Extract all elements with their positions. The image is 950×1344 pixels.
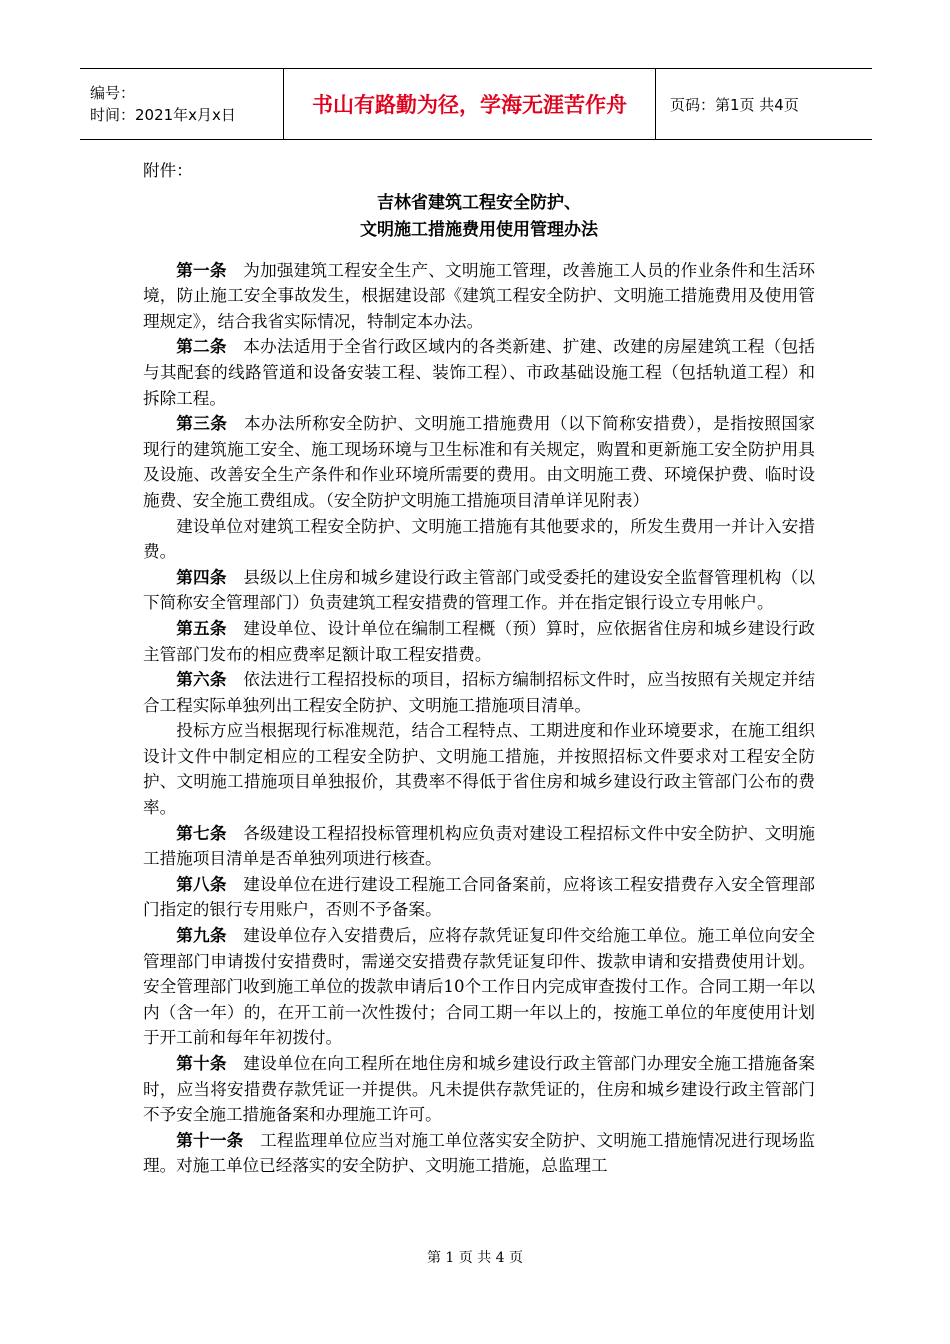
article-paragraph xyxy=(143,667,815,718)
article-text: 建设单位存入安措费后，应将存款凭证复印件交给施工单位。施工单位向安全管理部门申请拨付安措费时，需递交安措费存款凭证复印件、拨款申请和安措费使用计划。安全管理部门收到施工单位的拨款申请后10个工作日内完成审查拨付工作。合同工期一年以内（含一年）的，在开工前一次性拨付；合同工期一年以上的，按施工单位的年度使用计划于开工前和每年年初拨付。 xyxy=(143,926,815,1048)
title-line-2: 文明施工措施费用使用管理办法 xyxy=(360,219,598,240)
article-paragraph xyxy=(143,821,815,872)
article-paragraph xyxy=(143,1128,815,1179)
article-paragraph xyxy=(143,923,815,1051)
article-text: 投标方应当根据现行标准规范，结合工程特点、工期进度和作业环境要求，在施工组织设计文件中制定相应的工程安全防护、文明施工措施，并按照招标文件要求对工程安全防护、文明施工措施项目单独报价，其费率不得低于省住房和城乡建设行政主管部门公布的费率。 xyxy=(143,721,815,818)
article-text: 为加强建筑工程安全生产、文明施工管理，改善施工人员的作业条件和生活环境，防止施工安全事故发生，根据建设部《建筑工程安全防护、文明施工措施费用及使用管理规定》，结合我省实际情况，特制定本办法。 xyxy=(143,260,815,331)
article-list xyxy=(143,258,815,1179)
attachment-label: 附件： xyxy=(143,161,193,180)
article-number: 第八条 xyxy=(176,874,227,894)
article-text: 建设单位、设计单位在编制工程概（预）算时，应依据省住房和城乡建设行政主管部门发布的相应费率足额计取工程安措费。 xyxy=(143,618,815,664)
article-paragraph xyxy=(143,258,815,335)
document-title xyxy=(143,190,815,244)
date-line: 时间：2021年x月x日 xyxy=(90,106,236,124)
motto-text: 书山有路勤为径，学海无涯苦作舟 xyxy=(312,93,627,117)
article-paragraph xyxy=(143,565,815,616)
article-number: 第九条 xyxy=(176,926,227,946)
article-number: 第六条 xyxy=(176,670,227,690)
article-text: 本办法适用于全省行政区域内的各类新建、扩建、改建的房屋建筑工程（包括与其配套的线路管道和设备安装工程、装饰工程）、市政基础设施工程（包括轨道工程）和拆除工程。 xyxy=(143,337,815,408)
article-paragraph xyxy=(143,411,815,513)
article-text: 本办法所称安全防护、文明施工措施费用（以下简称安措费），是指按照国家现行的建筑施工安全、施工现场环境与卫生标准和有关规定，购置和更新施工安全防护用具及设施、改善安全生产条件和作业环境所需要的费用。由文明施工费、环境保护费、临时设施费、安全施工费组成。（安全防护文明施工措施项目清单详见附表） xyxy=(143,414,816,510)
article-text: 建设单位对建筑工程安全防护、文明施工措施有其他要求的，所发生费用一并计入安措费。 xyxy=(143,516,815,562)
article-text: 建设单位在进行建设工程施工合同备案前，应将该工程安措费存入安全管理部门指定的银行专用账户，否则不予备案。 xyxy=(143,874,815,920)
page-info: 页码：第1页 共4页 xyxy=(670,95,799,114)
article-paragraph xyxy=(143,334,815,411)
header-motto-cell xyxy=(284,69,656,139)
article-paragraph xyxy=(143,718,815,820)
article-number: 第一条 xyxy=(176,260,227,280)
article-text: 各级建设工程招投标管理机构应负责对建设工程招标文件中安全防护、文明施工措施项目清单是否单独列项进行核查。 xyxy=(143,823,815,869)
number-label: 编号： xyxy=(90,84,136,102)
page-footer: 第 1 页 共 4 页 xyxy=(426,1250,524,1266)
article-paragraph xyxy=(143,1051,815,1128)
article-number: 第五条 xyxy=(176,618,227,638)
header-left-cell xyxy=(80,69,284,139)
header-page-cell xyxy=(656,69,872,139)
article-paragraph xyxy=(143,514,815,565)
article-number: 第四条 xyxy=(176,567,227,587)
article-paragraph xyxy=(143,616,815,667)
article-text: 县级以上住房和城乡建设行政主管部门或受委托的建设安全监督管理机构（以下简称安全管理部门）负责建筑工程安措费的管理工作。并在指定银行设立专用帐户。 xyxy=(143,567,815,613)
article-number: 第十一条 xyxy=(176,1130,244,1150)
article-number: 第十条 xyxy=(176,1054,227,1073)
document-body xyxy=(143,158,815,1179)
article-text: 建设单位在向工程所在地住房和城乡建设行政主管部门办理安全施工措施备案时，应当将安措费存款凭证一并提供。凡未提供存款凭证的，住房和城乡建设行政主管部门不予安全施工措施备案和办理施工许可。 xyxy=(143,1054,815,1125)
article-number: 第二条 xyxy=(176,337,227,357)
article-paragraph xyxy=(143,872,815,923)
title-line-1: 吉林省建筑工程安全防护、 xyxy=(377,192,581,213)
article-text: 工程监理单位应当对施工单位落实安全防护、文明施工措施情况进行现场监理。对施工单位已经落实的安全防护、文明施工措施，总监理工 xyxy=(143,1130,816,1176)
page-header xyxy=(80,68,872,140)
article-text: 依法进行工程招投标的项目，招标方编制招标文件时，应当按照有关规定并结合工程实际单独列出工程安全防护、文明施工措施项目清单。 xyxy=(143,670,815,715)
article-number: 第七条 xyxy=(176,823,227,843)
article-number: 第三条 xyxy=(176,414,228,434)
